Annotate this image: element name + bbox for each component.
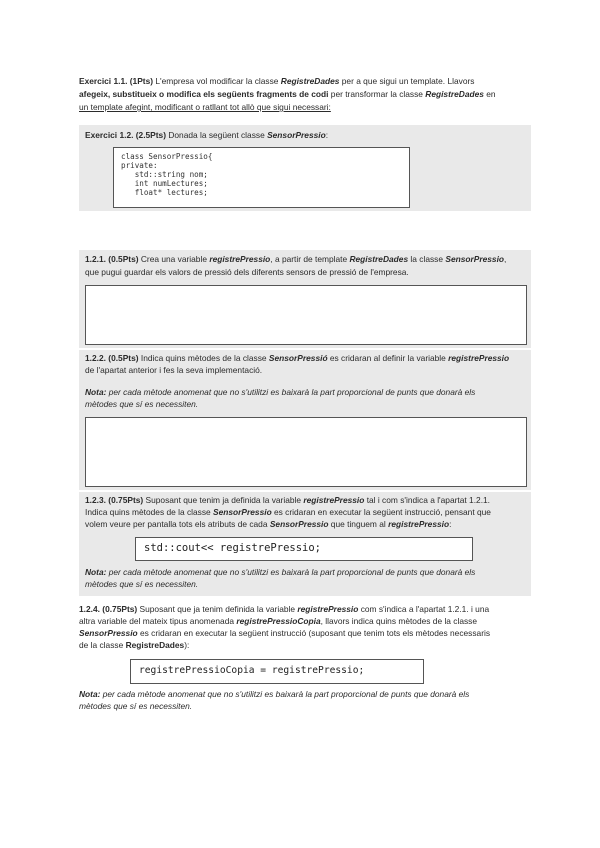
ex121-block [79,250,531,348]
ex123-block [79,492,531,596]
code-box-cout [135,537,473,561]
ex11-line3: un template afegint, modificant o ratllant tot allò que sigui necessari: [79,102,331,112]
code-box-sensor-class [113,147,410,208]
ex124-line2: altra variable del mateix tipus anomenada registrePressioCopia, llavors indica quins mètodes de la classe [79,616,478,626]
ex122-block [79,350,531,490]
ex11-label: Exercici 1.1. (1Pts) [79,76,154,86]
ex122-note-line1: Nota: per cada mètode anomenat que no s'utilitzi es baixarà la part proporcional de punts que donarà els [85,387,476,397]
ex124-line1: 1.2.4. (0.75Pts) Suposant que ja tenim definida la variable registrePressio com s'indica a l'apartat 1.2.1. i una [79,604,490,614]
ex123-note-line1: Nota: per cada mètode anomenat que no s'utilitzi es baixarà la part proporcional de punts que donarà els [85,567,476,577]
ex124-line3: SensorPressio es cridaran en executar la següent instrucció (suposant que tenim tots els mètodes necessaris [79,628,491,638]
ex121-line2: que pugui guardar els valors de pressió dels diferents sensors de pressió de l'empresa. [85,267,409,277]
ex123-note-line2: mètodes que sí es necessiten. [85,579,199,589]
ex122-line2: de l'apartat anterior i fes la seva implementació. [85,365,263,375]
ex122-line1: 1.2.2. (0.5Pts) Indica quins mètodes de la classe SensorPressió es cridaran al definir la variable registrePressio [85,353,510,363]
answer-box-1-2-1[interactable] [85,285,527,345]
ex12-heading: Exercici 1.2. (2.5Pts) Donada la següent classe SensorPressio: [85,130,329,140]
ex123-line1: 1.2.3. (0.75Pts) Suposant que tenim ja definida la variable registrePressio tal i com s'indica a l'apartat 1.2.1. [85,495,491,505]
ex121-line1: 1.2.1. (0.5Pts) Crea una variable registrePressio, a partir de template RegistreDades la classe SensorPressio, [85,254,507,264]
ex124-note-line2: mètodes que sí es necessiten. [79,701,193,711]
ex11-line1: Exercici 1.1. (1Pts) L'empresa vol modificar la classe RegistreDades per a que sigui un template. Llavors [79,76,475,86]
sensor-class-code: class SensorPressio{ private: std::string nom; int numLectures; float* lectures; [121,152,213,197]
cout-code: std::cout<< registrePressio; [144,542,322,554]
ex122-note-line2: mètodes que sí es necessiten. [85,399,199,409]
copy-code: registrePressioCopia = registrePressio; [139,665,365,676]
ex123-line2: Indica quins mètodes de la classe SensorPressio es cridaran en executar la següent instrucció, pensant que [85,507,491,517]
answer-box-1-2-2[interactable] [85,417,527,487]
code-box-copy [130,659,424,684]
ex12-block [79,125,531,211]
ex11-line2: afegeix, substitueix o modifica els següents fragments de codi per transformar la classe RegistreDades en [79,89,496,99]
ex124-line4: de la classe RegistreDades): [79,640,190,650]
ex124-note-line1: Nota: per cada mètode anomenat que no s'utilitzi es baixarà la part proporcional de punts que donarà els [79,689,470,699]
ex123-line3: volem veure per pantalla tots els atributs de cada SensorPressio que tinguem al registrePressio: [85,519,452,529]
